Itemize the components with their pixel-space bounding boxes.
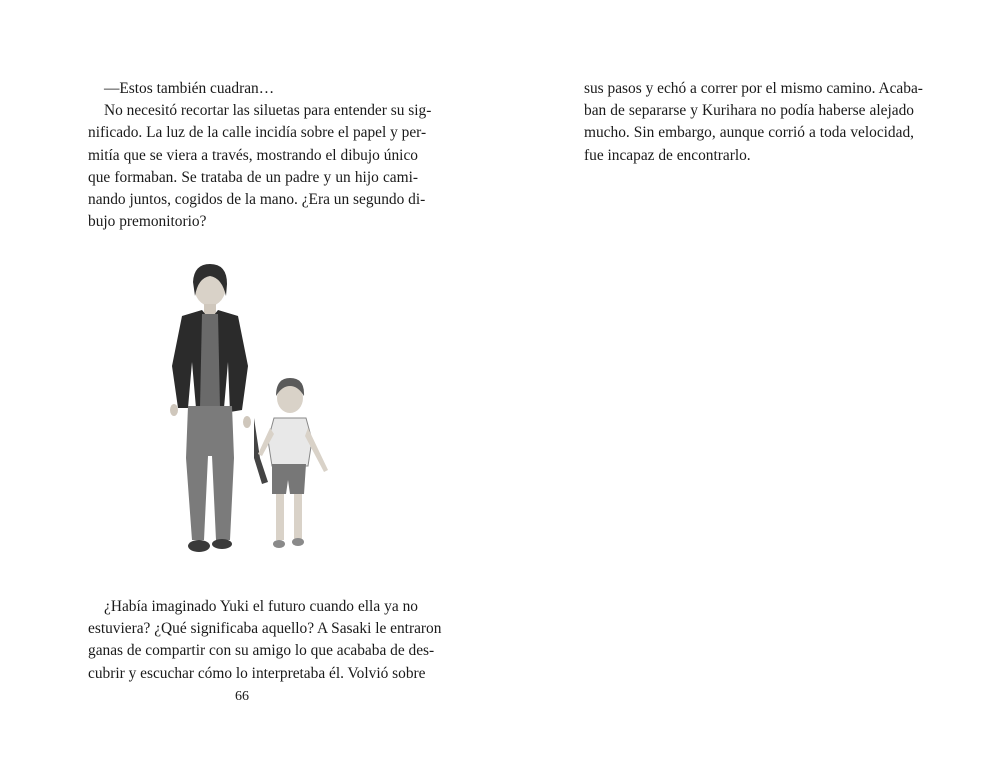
text-line: que formaban. Se trataba de un padre y un hijo cami- <box>88 168 418 186</box>
text-line: mitía que se viera a través, mostrando el dibujo único <box>88 146 418 164</box>
text-line: ban de separarse y Kurihara no podía haberse alejado <box>584 102 914 120</box>
text-line: fue incapaz de encontrarlo. <box>584 146 751 164</box>
father-figure <box>170 264 251 552</box>
text-line: No necesitó recortar las siluetas para entender su sig- <box>104 102 432 120</box>
text-line: —Estos también cuadran… <box>104 80 275 97</box>
text-line: mucho. Sin embargo, aunque corrió a toda velocidad, <box>584 124 914 142</box>
page-number: 66 <box>235 689 249 704</box>
father-and-son-illustration <box>150 258 350 563</box>
text-line: bujo premonitorio? <box>88 213 207 231</box>
text-line: cubrir y escuchar cómo lo interpretaba él. Volvió sobre <box>88 664 426 682</box>
text-line: nificado. La luz de la calle incidía sobre el papel y per- <box>88 124 427 142</box>
text-line: ¿Había imaginado Yuki el futuro cuando ella ya no <box>104 598 418 615</box>
right-text <box>584 78 923 167</box>
left-top-text <box>88 78 432 233</box>
text-line: estuviera? ¿Qué significaba aquello? A Sasaki le entraron <box>88 620 442 638</box>
text-line: nando juntos, cogidos de la mano. ¿Era un segundo di- <box>88 191 426 209</box>
right-page <box>500 0 1000 767</box>
text-line: sus pasos y echó a correr por el mismo camino. Acaba- <box>584 80 923 97</box>
left-bottom-text <box>88 596 442 685</box>
child-figure <box>258 378 328 548</box>
text-line: ganas de compartir con su amigo lo que acababa de des- <box>88 642 435 660</box>
